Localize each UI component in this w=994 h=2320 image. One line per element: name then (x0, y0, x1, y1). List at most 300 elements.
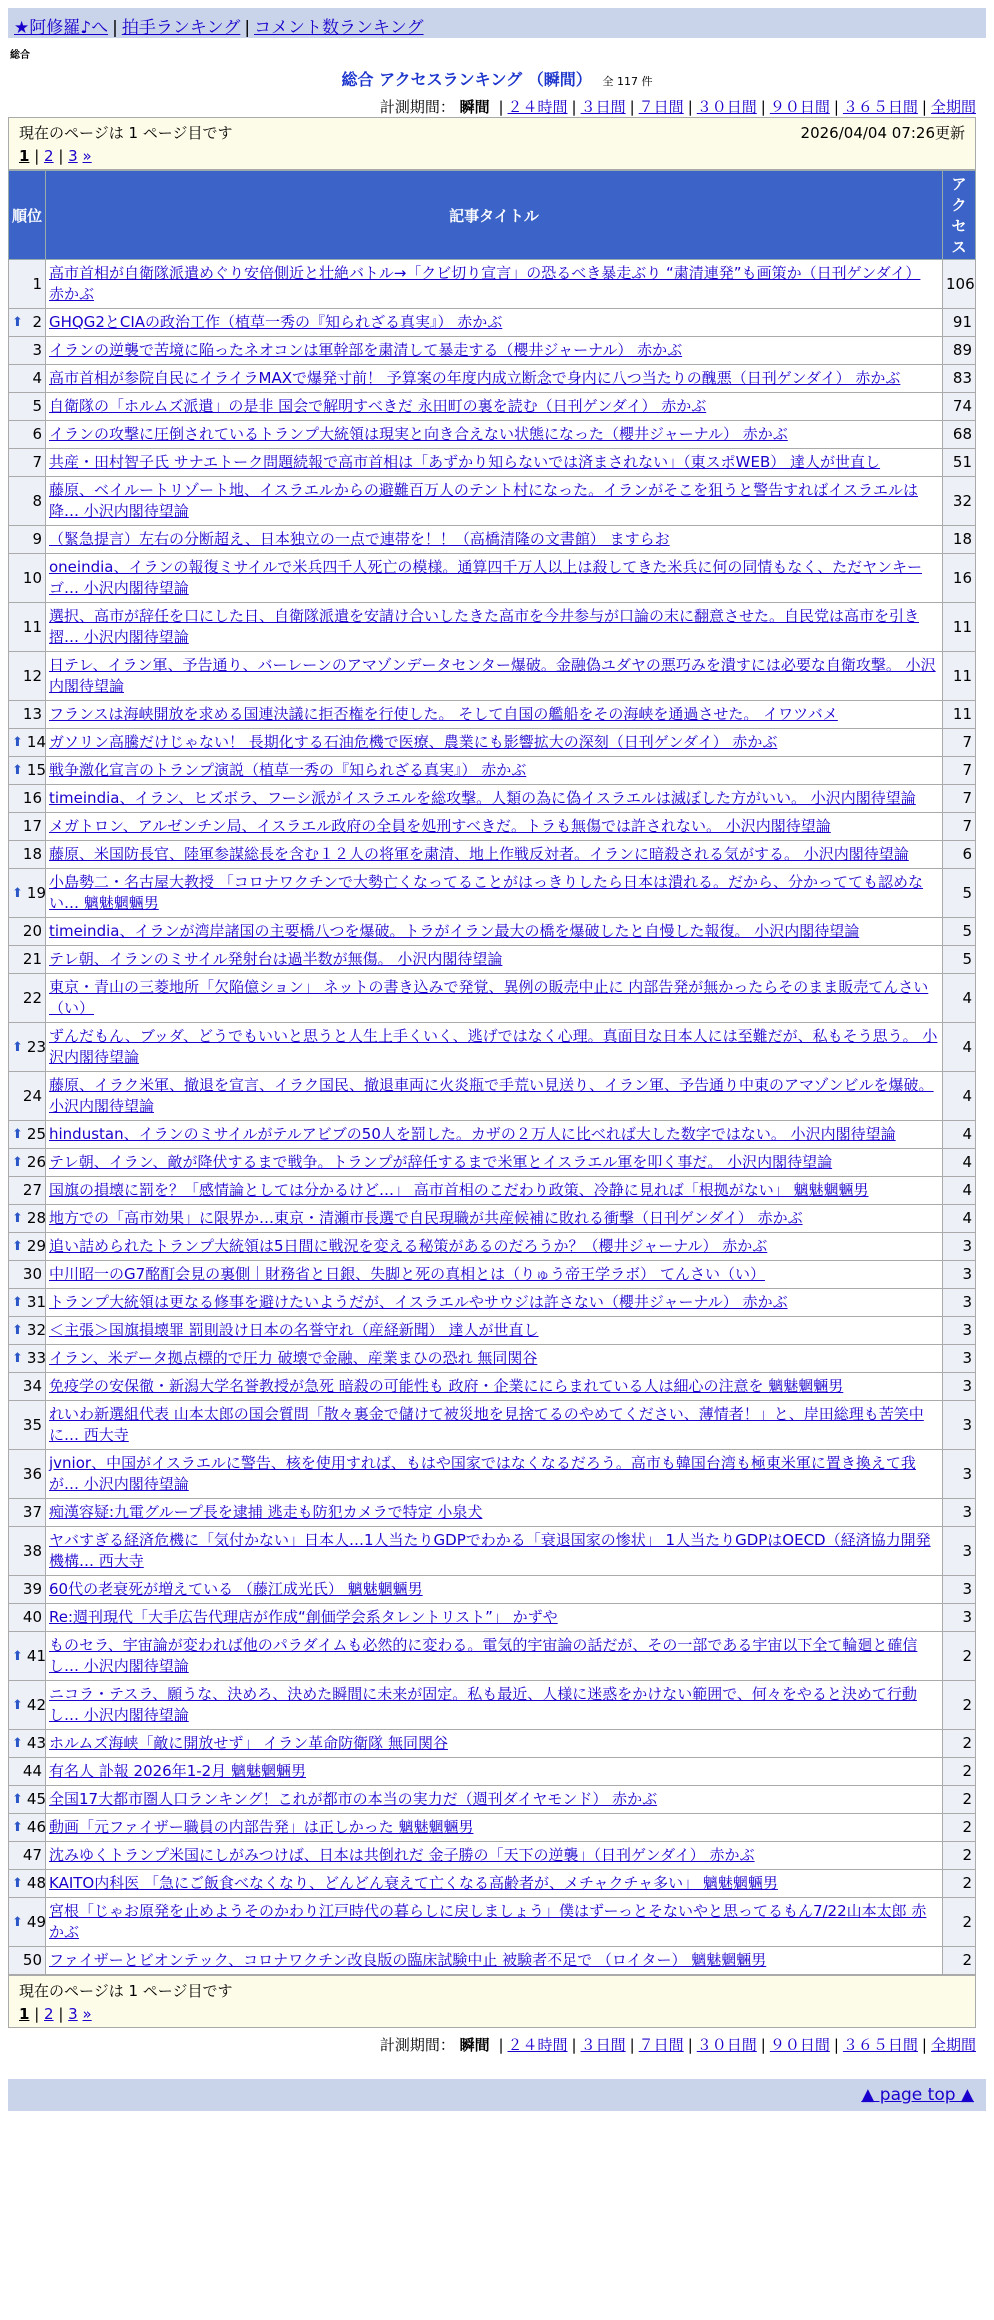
title-cell (46, 365, 943, 393)
access-count: 4 (943, 1149, 976, 1177)
separator: | (629, 98, 635, 116)
page-link-current[interactable]: 1 (19, 2005, 30, 2023)
rank-up-icon: ⬆ (12, 1792, 23, 1807)
rank-cell (9, 1205, 46, 1233)
rank-up-icon: ⬆ (12, 315, 23, 330)
period-link[interactable]: ７日間 (638, 2036, 684, 2054)
rank-up-icon: ⬆ (12, 1295, 23, 1310)
article-link[interactable]: ヤバすぎる経済危機に「気付かない」日本人…1人当たりGDPでわかる「衰退国家の惨状」 1人当たりGDPはOECD（経済協力開発機構… 西大寺 (49, 1531, 931, 1570)
article-link[interactable]: 全国17大都市圏人口ランキング！これが都市の本当の実力だ（週刊ダイヤモンド） 赤かぶ (49, 1790, 658, 1808)
rank-number: 20 (22, 922, 42, 940)
rank-up-icon: ⬆ (12, 763, 23, 778)
article-link[interactable]: 藤原、イラク米軍、撤退を宣言、イラク国民、撤退車両に火炎瓶で手荒い見送り、イラン軍、予告通り中東のアマゾンビルを爆破。 小沢内閣待望論 (49, 1076, 934, 1115)
access-count: 11 (943, 603, 976, 652)
page-link[interactable]: 2 (44, 2005, 54, 2023)
period-link[interactable]: ２４時間 (507, 2036, 568, 2054)
table-row (9, 1023, 976, 1072)
title-cell (46, 813, 943, 841)
article-link[interactable]: GHQG2とCIAの政治工作（植草一秀の『知られざる真実』） 赤かぶ (49, 313, 503, 331)
table-row (9, 1261, 976, 1289)
access-count: 4 (943, 1121, 976, 1149)
separator: | (498, 98, 504, 116)
article-link[interactable]: （緊急提言）左右の分断超え、日本独立の一点で連帯を！！（高橋清隆の文書館） ますらお (49, 530, 670, 548)
table-row (9, 365, 976, 393)
page-link[interactable]: 2 (44, 147, 54, 165)
article-link[interactable]: ものセラ、宇宙論が変われば他のパラダイムも必然的に変わる。電気的宇宙論の話だが、その一部である宇宙以下全て輪廻と確信し… 小沢内閣待望論 (49, 1636, 918, 1675)
article-link[interactable]: ニコラ・テスラ、願うな、決めろ、決めた瞬間に未来が固定。私も最近、人様に迷惑をかけない範囲で、何々をやると決めて行動し… 小沢内閣待望論 (49, 1685, 917, 1724)
access-count: 3 (943, 1450, 976, 1499)
access-count: 3 (943, 1233, 976, 1261)
home-link[interactable]: ★阿修羅♪へ (14, 18, 109, 38)
rank-cell (9, 1149, 46, 1177)
period-selector-bottom (0, 2034, 976, 2055)
rank-cell (9, 449, 46, 477)
table-row (9, 946, 976, 974)
article-link[interactable]: 高市首相が参院自民にイライラMAXで爆発寸前！ 予算案の年度内成立断念で身内に八つ当たりの醜悪（日刊ゲンダイ） 赤かぶ (49, 369, 901, 387)
table-row (9, 526, 976, 554)
access-count: 4 (943, 974, 976, 1023)
table-row (9, 869, 976, 918)
title-cell (46, 1345, 943, 1373)
title-cell (46, 1842, 943, 1870)
article-link[interactable]: 痴漢容疑:九電グループ長を逮捕 逃走も防犯カメラで特定 小泉犬 (49, 1503, 483, 1521)
access-count: 5 (943, 946, 976, 974)
rank-cell (9, 260, 46, 309)
rank-cell (9, 1023, 46, 1072)
title-cell (46, 1730, 943, 1758)
title-cell (46, 757, 943, 785)
rank-number: 30 (22, 1265, 42, 1283)
rank-number: 8 (32, 491, 42, 510)
rank-cell (9, 421, 46, 449)
title-cell (46, 974, 943, 1023)
rank-number: 27 (22, 1181, 42, 1199)
access-count: 3 (943, 1289, 976, 1317)
pagination (19, 2005, 965, 2023)
rank-number: 33 (26, 1349, 46, 1367)
rank-cell (9, 918, 46, 946)
comment-ranking-link[interactable]: コメント数ランキング (254, 18, 424, 38)
period-current: 瞬間 (459, 98, 490, 116)
period-link[interactable]: ３０日間 (696, 2036, 757, 2054)
table-row (9, 974, 976, 1023)
period-label: 計測期間： (379, 98, 455, 116)
title-cell (46, 1149, 943, 1177)
rank-cell (9, 785, 46, 813)
rank-cell (9, 1401, 46, 1450)
table-row (9, 1758, 976, 1786)
rank-cell (9, 1604, 46, 1632)
applause-ranking-link[interactable]: 拍手ランキング (121, 18, 241, 38)
access-count: 32 (943, 477, 976, 526)
rank-number: 17 (22, 817, 42, 835)
rank-number: 24 (22, 1086, 42, 1105)
rank-up-icon: ⬆ (12, 1914, 23, 1930)
period-link[interactable]: ９０日間 (769, 2036, 830, 2054)
table-row (9, 1289, 976, 1317)
title-cell (46, 554, 943, 603)
rank-up-icon: ⬆ (12, 1697, 23, 1713)
separator: | (687, 98, 693, 116)
table-row (9, 757, 976, 785)
separator: | (571, 2036, 577, 2054)
rank-number: 36 (22, 1464, 42, 1483)
article-link[interactable]: 免疫学の安保徹・新潟大学名誉教授が急死 暗殺の可能性も 政府・企業ににらまれている人は細心の注意を 魑魅魍魎男 (49, 1377, 844, 1395)
title-cell (46, 1947, 943, 1975)
access-count: 2 (943, 1842, 976, 1870)
page-info-bottom (8, 1975, 976, 2028)
page-link-current[interactable]: 1 (19, 147, 30, 165)
rank-number: 37 (22, 1503, 42, 1521)
table-row (9, 1786, 976, 1814)
table-row (9, 652, 976, 701)
table-row (9, 449, 976, 477)
access-count: 3 (943, 1576, 976, 1604)
article-link[interactable]: 自衛隊の「ホルムズ派遣」の是非 国会で解明すべきだ 永田町の裏を読む（日刊ゲンダイ） 赤かぶ (49, 397, 707, 415)
access-count: 7 (943, 757, 976, 785)
article-link[interactable]: timeindia、イラン、ヒズボラ、フーシ派がイスラエルを総攻撃。人類の為に偽イスラエルは滅ぼした方がいい。 小沢内閣待望論 (49, 789, 916, 807)
rank-number: 16 (22, 789, 42, 807)
table-row (9, 337, 976, 365)
access-count: 3 (943, 1261, 976, 1289)
period-link[interactable]: ３日間 (580, 98, 626, 116)
article-link[interactable]: イランの逆襲で苦境に陥ったネオコンは軍幹部を粛清して暴走する（櫻井ジャーナル） 赤かぶ (49, 341, 683, 359)
period-current: 瞬間 (459, 2036, 490, 2054)
rank-number: 39 (22, 1580, 42, 1598)
access-count: 5 (943, 869, 976, 918)
rank-cell (9, 946, 46, 974)
title-cell (46, 1632, 943, 1681)
table-row (9, 1072, 976, 1121)
article-link[interactable]: イランの攻撃に圧倒されているトランプ大統領は現実と向き合えない状態になった（櫻井ジャーナル） 赤かぶ (49, 425, 788, 443)
current-page-text: 現在のページは 1 ページ目です (19, 124, 233, 142)
rank-number: 35 (22, 1415, 42, 1434)
period-link[interactable]: ７日間 (638, 98, 684, 116)
table-row (9, 1870, 976, 1898)
separator: | (760, 98, 766, 116)
rank-cell (9, 1898, 46, 1947)
page-link[interactable]: 3 (68, 147, 78, 165)
rank-cell (9, 603, 46, 652)
period-link[interactable]: ９０日間 (769, 98, 830, 116)
title-cell (46, 652, 943, 701)
rank-number: 31 (26, 1293, 46, 1311)
separator: | (760, 2036, 766, 2054)
article-link[interactable]: 共産・田村智子氏 サナエトーク問題続報で高市首相は「あずかり知らないでは済まされない」（東スポWEB） 達人が世直し (49, 453, 881, 471)
rank-number: 2 (32, 313, 42, 331)
rank-cell (9, 1842, 46, 1870)
title-cell (46, 701, 943, 729)
separator: | (112, 18, 118, 38)
rank-number: 9 (32, 530, 42, 548)
rank-up-icon: ⬆ (12, 735, 23, 750)
article-link[interactable]: 戦争激化宣言のトランプ演説（植草一秀の『知られざる真実』） 赤かぶ (49, 761, 527, 779)
article-link[interactable]: 高市首相が自衛隊派遣めぐり安倍側近と壮絶バトル→「クビ切り宣言」の恐るべき暴走ぶり “粛清連発”も画策か（日刊ゲンダイ） 赤かぶ (49, 264, 921, 303)
table-header-row (9, 171, 976, 260)
rank-number: 10 (22, 568, 42, 587)
title-cell (46, 841, 943, 869)
access-count: 5 (943, 918, 976, 946)
access-count: 4 (943, 1205, 976, 1233)
article-link[interactable]: 動画「元ファイザー職員の内部告発」は正しかった 魑魅魍魎男 (49, 1818, 474, 1836)
table-row (9, 309, 976, 337)
table-row (9, 1205, 976, 1233)
separator: | (833, 2036, 839, 2054)
ranking-container (8, 117, 976, 2028)
rank-number: 44 (22, 1762, 42, 1780)
rank-cell (9, 1870, 46, 1898)
separator: | (687, 2036, 693, 2054)
title-cell (46, 1233, 943, 1261)
separator: | (53, 147, 69, 165)
rank-number: 43 (26, 1734, 46, 1752)
title-cell (46, 309, 943, 337)
rank-number: 45 (26, 1790, 46, 1808)
rank-cell (9, 841, 46, 869)
access-count: 11 (943, 652, 976, 701)
rank-number: 3 (32, 341, 42, 359)
rank-number: 7 (32, 453, 42, 471)
rank-cell (9, 729, 46, 757)
rank-cell (9, 1450, 46, 1499)
access-count: 3 (943, 1317, 976, 1345)
table-row (9, 1373, 976, 1401)
table-row (9, 1345, 976, 1373)
article-link[interactable]: ずんだもん、ブッダ、どうでもいいと思うと人生上手くいく、逃げではなく心理。真面目な日本人には至難だが、私もそう思う。 小沢内閣待望論 (49, 1027, 938, 1066)
title-cell (46, 1072, 943, 1121)
period-links (494, 98, 976, 116)
rank-cell (9, 1289, 46, 1317)
table-row (9, 701, 976, 729)
period-link[interactable]: ３日間 (580, 2036, 626, 2054)
rank-number: 26 (26, 1153, 46, 1171)
title-cell (46, 1604, 943, 1632)
rank-cell (9, 1373, 46, 1401)
table-row (9, 841, 976, 869)
separator: | (498, 2036, 504, 2054)
article-link[interactable]: timeindia、イランが湾岸諸国の主要橋八つを爆破。トラがイラン最大の橋を爆破したと自慢した報復。 小沢内閣待望論 (49, 922, 860, 940)
access-count: 51 (943, 449, 976, 477)
rank-cell (9, 526, 46, 554)
article-link[interactable]: oneindia、イランの報復ミサイルで米兵四千人死亡の模様。通算四千万人以上は殺してきた米兵に何の同情もなく、ただヤンキーゴ… 小沢内閣待望論 (49, 558, 922, 597)
separator: | (29, 2005, 45, 2023)
article-link[interactable]: 60代の老衰死が増えている （藤江成光氏） 魑魅魍魎男 (49, 1580, 423, 1598)
title-cell (46, 1023, 943, 1072)
table-row (9, 813, 976, 841)
access-count: 91 (943, 309, 976, 337)
article-link[interactable]: 有名人 訃報 2026年1-2月 魑魅魍魎男 (49, 1762, 306, 1780)
article-link[interactable]: トランプ大統領は更なる修事を避けたいようだが、イスラエルやサウジは許さない（櫻井ジャーナル） 赤かぶ (49, 1293, 788, 1311)
access-count: 3 (943, 1527, 976, 1576)
article-link[interactable]: 日テレ、イラン軍、予告通り、バーレーンのアマゾンデータセンター爆破。金融偽ユダヤの悪巧みを潰すには必要な自衛攻撃。 小沢内閣待望論 (49, 656, 936, 695)
title-cell (46, 1576, 943, 1604)
rank-number: 23 (26, 1037, 46, 1056)
separator: | (921, 98, 927, 116)
article-link[interactable]: ファイザーとビオンテック、コロナワクチン改良版の臨床試験中止 被験者不足で （ロイター） 魑魅魍魎男 (49, 1951, 767, 1969)
article-link[interactable]: メガトロン、アルゼンチン局、イスラエル政府の全員を処刑すべきだ。トラも無傷では許されない。 小沢内閣待望論 (49, 817, 831, 835)
rank-number: 18 (22, 845, 42, 863)
article-link[interactable]: 国旗の損壊に罰を？「感情論としては分かるけど…」 高市首相のこだわり政策、冷静に見れば「根拠がない」 魑魅魍魎男 (49, 1181, 869, 1199)
article-link[interactable]: 藤原、ベイルートリゾート地、イスラエルからの避難百万人のテント村になった。イランがそこを狙うと警告すればイスラエルは降… 小沢内閣待望論 (49, 481, 918, 520)
rank-cell (9, 1345, 46, 1373)
article-link[interactable]: hindustan、イランのミサイルがテルアビブの50人を罰した。カザの２万人に比べれば大した数字ではない。 小沢内閣待望論 (49, 1125, 896, 1143)
period-link[interactable]: ３６５日間 (842, 98, 918, 116)
access-count: 3 (943, 1401, 976, 1450)
separator: | (921, 2036, 927, 2054)
table-row (9, 729, 976, 757)
rank-cell (9, 1730, 46, 1758)
article-link[interactable]: Re:週刊現代「大手広告代理店が作成“創価学会系タレントリスト”」 かずや (49, 1608, 558, 1626)
next-page-link[interactable]: » (82, 147, 92, 165)
updated-timestamp: 2026/04/04 07:26更新 (800, 124, 965, 142)
access-count: 3 (943, 1604, 976, 1632)
rank-number: 21 (22, 950, 42, 968)
title-cell (46, 1121, 943, 1149)
rank-cell (9, 337, 46, 365)
table-row (9, 1527, 976, 1576)
column-header-rank: 順位 (9, 171, 46, 260)
rank-cell (9, 813, 46, 841)
article-link[interactable]: 藤原、米国防長官、陸軍参謀総長を含む１２人の将軍を粛清、地上作戦反対者。イランに暗殺される気がする。 小沢内閣待望論 (49, 845, 909, 863)
title-cell (46, 1205, 943, 1233)
page-top-link[interactable]: ▲ page top ▲ (861, 2085, 974, 2105)
access-count: 11 (943, 701, 976, 729)
table-row (9, 1681, 976, 1730)
article-link[interactable]: テレ朝、イランのミサイル発射台は過半数が無傷。 小沢内閣待望論 (49, 950, 503, 968)
rank-up-icon: ⬆ (12, 1039, 23, 1055)
article-link[interactable]: 小島勢二・名古屋大教授 「コロナワクチンで大勢亡くなってることがはっきりしたら日本は潰れる。だから、分かってても認めない… 魑魅魍魎男 (49, 873, 924, 912)
article-link[interactable]: ＜主張＞国旗損壊罪 罰則設け日本の名誉守れ（産経新聞） 達人が世直し (49, 1321, 539, 1339)
article-link[interactable]: テレ朝、イラン、敵が降伏するまで戦争。トランプが辞任するまで米軍とイスラエル軍を叩く事だ。 小沢内閣待望論 (49, 1153, 833, 1171)
rank-cell (9, 1527, 46, 1576)
separator: | (244, 18, 251, 38)
rank-cell (9, 1681, 46, 1730)
article-link[interactable]: 追い詰められたトランプ大統領は5日間に戦況を変える秘策があるのだろうか？（櫻井ジャーナル） 赤かぶ (49, 1237, 768, 1255)
article-link[interactable]: 中川昭一のG7酩酊会見の裏側｜財務省と日銀、失脚と死の真相とは（りゅう帝王学ラボ） てんさい（い） (49, 1265, 765, 1283)
table-row (9, 1730, 976, 1758)
rank-cell (9, 1233, 46, 1261)
rank-number: 34 (22, 1377, 42, 1395)
title-cell (46, 1177, 943, 1205)
rank-up-icon: ⬆ (12, 1351, 23, 1366)
access-count: 3 (943, 1345, 976, 1373)
rank-number: 25 (26, 1125, 46, 1143)
title-cell (46, 421, 943, 449)
period-link[interactable]: ３０日間 (696, 98, 757, 116)
title-cell (46, 1317, 943, 1345)
title-cell (46, 337, 943, 365)
ranking-heading (0, 67, 994, 90)
rank-up-icon: ⬆ (12, 1736, 23, 1751)
ranking-table-body (9, 260, 976, 1975)
rank-cell (9, 974, 46, 1023)
rank-cell (9, 554, 46, 603)
period-link[interactable]: ３６５日間 (842, 2036, 918, 2054)
rank-number: 47 (22, 1846, 42, 1864)
table-row (9, 1499, 976, 1527)
page-link[interactable]: 3 (68, 2005, 78, 2023)
next-page-link[interactable]: » (82, 2005, 92, 2023)
rank-number: 48 (26, 1874, 46, 1892)
table-row (9, 1121, 976, 1149)
article-link[interactable]: KAITO内科医 「急にご飯食べなくなり、どんどん衰えて亡くなる高齢者が、メチャクチャ多い」 魑魅魍魎男 (49, 1874, 778, 1892)
rank-number: 28 (26, 1209, 46, 1227)
title-cell (46, 1870, 943, 1898)
rank-number: 41 (26, 1646, 46, 1665)
rank-up-icon: ⬆ (12, 1648, 23, 1664)
article-link[interactable]: 地方での「高市効果」に限界か…東京・清瀬市長選で自民現職が共産候補に敗れる衝撃（日刊ゲンダイ） 赤かぶ (49, 1209, 803, 1227)
table-row (9, 393, 976, 421)
article-link[interactable]: イラン、米データ拠点標的で圧力 破壊で金融、産業まひの恐れ 無同関谷 (49, 1349, 538, 1367)
rank-cell (9, 1632, 46, 1681)
access-count: 6 (943, 841, 976, 869)
access-count: 2 (943, 1681, 976, 1730)
table-row (9, 554, 976, 603)
table-row (9, 421, 976, 449)
rank-number: 5 (32, 397, 42, 415)
title-cell (46, 449, 943, 477)
rank-number: 50 (22, 1951, 42, 1969)
article-link[interactable]: ホルムズ海峡「敵に開放せず」 イラン革命防衛隊 無同関谷 (49, 1734, 448, 1752)
access-count: 89 (943, 337, 976, 365)
rank-up-icon: ⬆ (12, 885, 23, 901)
access-count: 68 (943, 421, 976, 449)
access-count: 2 (943, 1898, 976, 1947)
period-link[interactable]: 全期間 (930, 2036, 976, 2054)
title-cell (46, 1401, 943, 1450)
rank-cell (9, 1758, 46, 1786)
top-nav-bar (8, 8, 986, 38)
article-link[interactable]: 宮根「じゃお原発を止めようそのかわり江戸時代の暮らしに戻しましょう」僕はずーっとそないやと思ってるもん7/22山本太郎 赤かぶ (49, 1902, 927, 1941)
access-count: 16 (943, 554, 976, 603)
rank-number: 14 (26, 733, 46, 751)
title-cell (46, 1499, 943, 1527)
title-cell (46, 946, 943, 974)
access-count: 4 (943, 1072, 976, 1121)
period-link[interactable]: ２４時間 (507, 98, 568, 116)
rank-cell (9, 1121, 46, 1149)
page-info-top (8, 117, 976, 170)
rank-number: 6 (32, 425, 42, 443)
article-link[interactable]: れいわ新選組代表 山本太郎の国会質問「散々裏金で儲けて被災地を見捨てるのやめてください、薄情者！」と、岸田総理も苦笑中に… 西大寺 (49, 1405, 924, 1444)
rank-number: 29 (26, 1237, 46, 1255)
article-link[interactable]: フランスは海峡開放を求める国連決議に拒否権を行使した。 そして自国の艦船をその海峡を通過させた。 イワツバメ (49, 705, 838, 723)
article-link[interactable]: jvnior、中国がイスラエルに警告、核を使用すれば、もはや国家ではなくなるだろう。高市も韓国台湾も極東米軍に置き換えて我が… 小沢内閣待望論 (49, 1454, 916, 1493)
rank-up-icon: ⬆ (12, 1239, 23, 1254)
rank-number: 49 (26, 1912, 46, 1931)
access-count: 2 (943, 1730, 976, 1758)
rank-cell (9, 1947, 46, 1975)
title-cell (46, 1527, 943, 1576)
article-link[interactable]: 選択、高市が辞任を口にした日、自衛隊派遣を安請け合いしたきた高市を今井参与が口論の末に翻意させた。自民党は高市を引き摺… 小沢内閣待望論 (49, 607, 920, 646)
period-link[interactable]: 全期間 (930, 98, 976, 116)
title-cell (46, 869, 943, 918)
access-count: 2 (943, 1758, 976, 1786)
article-link[interactable]: ガソリン高騰だけじゃない！ 長期化する石油危機で医療、農業にも影響拡大の深刻（日刊ゲンダイ） 赤かぶ (49, 733, 778, 751)
title-cell (46, 1814, 943, 1842)
rank-cell (9, 1576, 46, 1604)
title-cell (46, 1758, 943, 1786)
rank-up-icon: ⬆ (12, 1211, 23, 1226)
rank-up-icon: ⬆ (12, 1127, 23, 1142)
access-count: 18 (943, 526, 976, 554)
article-link[interactable]: 東京・青山の三菱地所「欠陥億ション」 ネットの書き込みで発覚、異例の販売中止に 内部告発が無かったらそのまま販売てんさい（い） (49, 978, 929, 1017)
pagination (19, 147, 965, 165)
access-count: 7 (943, 813, 976, 841)
article-link[interactable]: 沈みゆくトランプ米国にしがみつけば、日本は共倒れだ 金子勝の「天下の逆襲」（日刊ゲンダイ） 赤かぶ (49, 1846, 755, 1864)
table-row (9, 477, 976, 526)
title-cell (46, 729, 943, 757)
